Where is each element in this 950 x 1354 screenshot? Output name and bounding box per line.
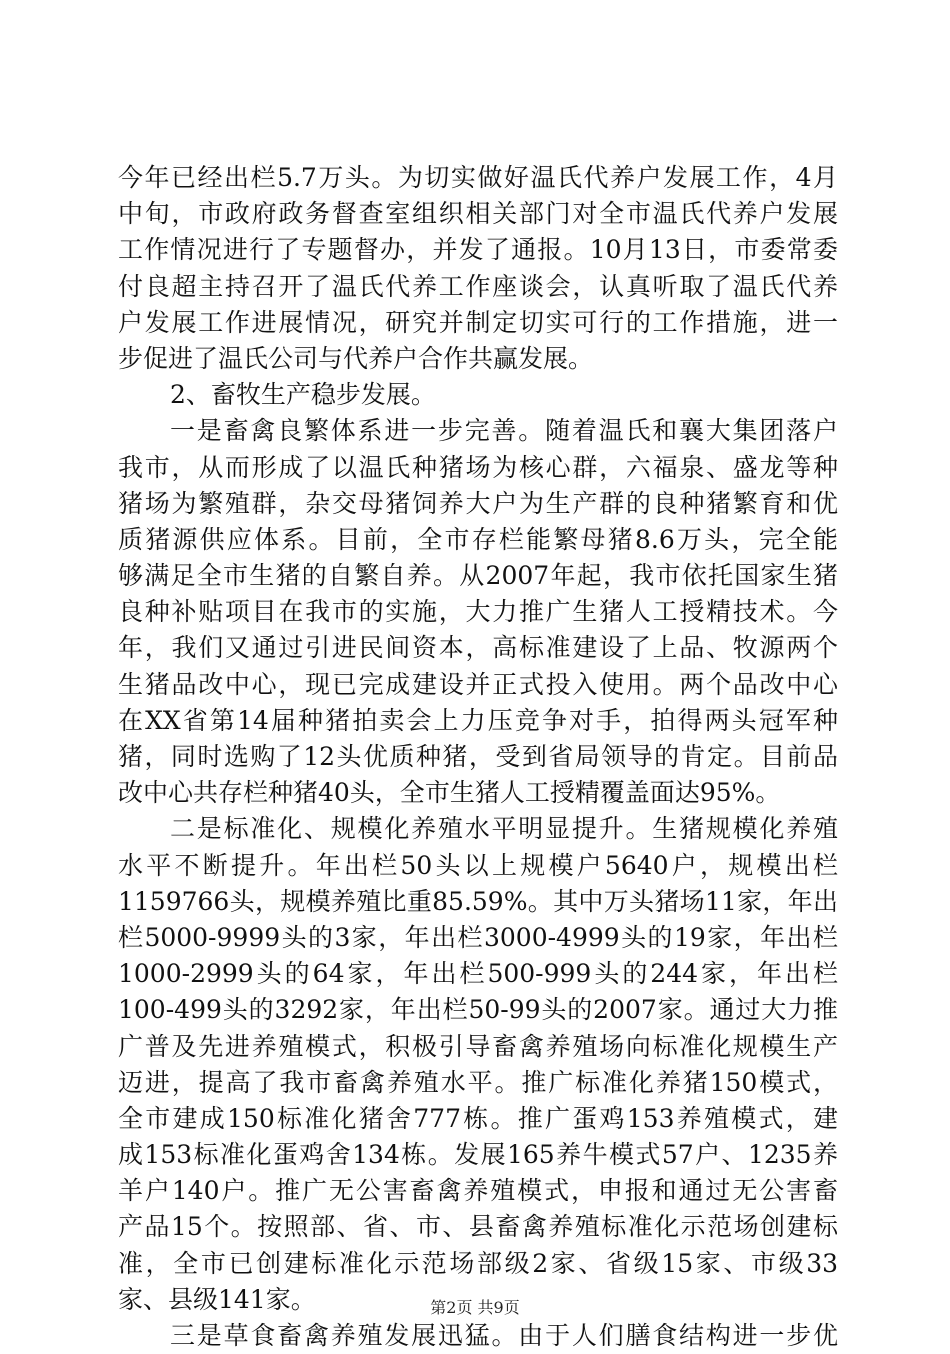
page-footer: 第2页 共9页 bbox=[430, 1298, 520, 1317]
text-line: 年，我们又通过引进民间资本，高标准建设了上品、牧源两个 bbox=[118, 633, 838, 663]
text-line: 今年已经出栏5.7万头。为切实做好温氏代养户发展工作，4月 bbox=[118, 163, 838, 192]
text-line: 100-499头的3292家，年出栏50-99头的2007家。通过大力推 bbox=[118, 995, 838, 1025]
text-line: 栏5000-9999头的3家，年出栏3000-4999头的19家，年出栏 bbox=[118, 922, 838, 952]
text-line: 良种补贴项目在我市的实施，大力推广生猪人工授精技术。今 bbox=[118, 597, 838, 627]
text-line: 步促进了温氏公司与代养户合作共赢发展。 bbox=[118, 343, 594, 373]
text-line: 二是标准化、规模化养殖水平明显提升。生猪规模化养殖 bbox=[170, 814, 838, 844]
text-line: 成153标准化蛋鸡舍134栋。发展165养牛模式57户、1235养 bbox=[118, 1140, 838, 1170]
text-line: 准，全市已创建标准化示范场部级2家、省级15家、市级33 bbox=[118, 1248, 838, 1278]
text-line: 付良超主持召开了温氏代养工作座谈会，认真听取了温氏代养 bbox=[118, 271, 838, 301]
text-line: 全市建成150标准化猪舍777栋。推广蛋鸡153养殖模式，建 bbox=[118, 1103, 838, 1133]
text-line: 家、县级141家。 bbox=[118, 1284, 316, 1314]
text-line: 广普及先进养殖模式，积极引导畜禽养殖场向标准化规模生产 bbox=[118, 1031, 838, 1061]
text-line: 工作情况进行了专题督办，并发了通报。10月13日，市委常委 bbox=[118, 235, 838, 265]
text-line: 生猪品改中心，现已完成建设并正式投入使用。两个品改中心 bbox=[118, 669, 838, 699]
text-line: 1000-2999头的64家，年出栏500-999头的244家，年出栏 bbox=[118, 959, 838, 989]
body-text bbox=[118, 160, 838, 1354]
text-line: 水平不断提升。年出栏50头以上规模户5640户，规模出栏 bbox=[118, 850, 838, 880]
text-line: 1159766头，规模养殖比重85.59%。其中万头猪场11家，年出 bbox=[118, 886, 838, 916]
text-line: 产品15个。按照部、省、市、县畜禽养殖标准化示范场创建标 bbox=[118, 1212, 838, 1242]
text-line: 猪场为繁殖群，杂交母猪饲养大户为生产群的良种猪繁育和优 bbox=[118, 488, 838, 518]
text-line: 质猪源供应体系。目前，全市存栏能繁母猪8.6万头，完全能 bbox=[118, 524, 838, 554]
text-line: 够满足全市生猪的自繁自养。从2007年起，我市依托国家生猪 bbox=[118, 561, 838, 591]
text-line: 中旬，市政府政务督查室组织相关部门对全市温氏代养户发展 bbox=[118, 199, 838, 229]
text-line: 在XX省第14届种猪拍卖会上力压竞争对手，拍得两头冠军种 bbox=[118, 705, 838, 735]
text-line: 我市，从而形成了以温氏种猪场为核心群，六福泉、盛龙等种 bbox=[118, 452, 838, 482]
text-line: 迈进，提高了我市畜禽养殖水平。推广标准化养猪150模式， bbox=[118, 1067, 838, 1097]
text-line: 户发展工作进展情况，研究并制定切实可行的工作措施，进一 bbox=[118, 307, 838, 337]
text-line: 2、畜牧生产稳步发展。 bbox=[170, 380, 436, 410]
text-line: 羊户140户。推广无公害畜禽养殖模式，申报和通过无公害畜 bbox=[118, 1176, 838, 1206]
text-line: 三是草食畜禽养殖发展迅猛。由于人们膳食结构进一步优 bbox=[170, 1321, 838, 1350]
text-line: 一是畜禽良繁体系进一步完善。随着温氏和襄大集团落户 bbox=[170, 416, 838, 446]
text-line: 猪，同时选购了12头优质种猪，受到省局领导的肯定。目前品 bbox=[118, 742, 838, 771]
text-line: 改中心共存栏种猪40头，全市生猪人工授精覆盖面达95%。 bbox=[118, 778, 781, 808]
